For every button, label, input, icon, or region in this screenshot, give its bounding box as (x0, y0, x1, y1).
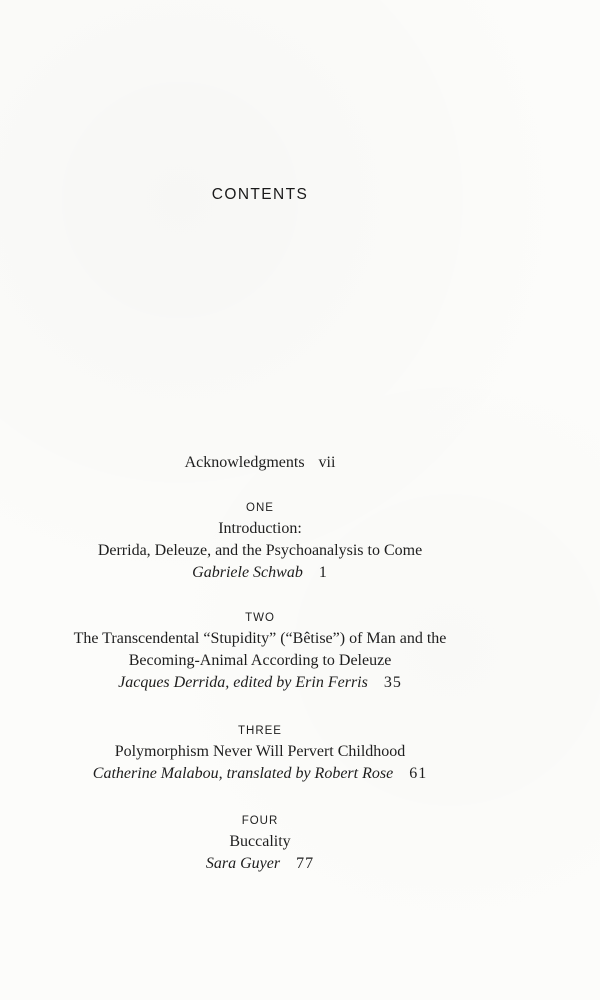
chapter-page-number: 1 (318, 564, 328, 581)
chapter-number: FOUR (241, 815, 279, 827)
toc-entry-one (0, 502, 520, 584)
chapter-author-line (0, 562, 520, 584)
chapter-author-line (0, 853, 520, 875)
contents-heading: CONTENTS (211, 186, 309, 203)
chapter-author: Sara Guyer (205, 855, 281, 872)
chapter-page-number: 35 (383, 674, 402, 691)
chapter-page-number: 77 (296, 855, 315, 872)
chapter-number: THREE (238, 725, 282, 737)
toc-entry-four (0, 815, 520, 875)
chapter-author: Catherine Malabou, translated by Robert Rose (92, 765, 394, 782)
chapter-author: Gabriele Schwab (192, 564, 303, 581)
chapter-title-line: Becoming-Animal According to Deleuze (128, 652, 392, 669)
chapter-author-line (0, 763, 520, 785)
chapter-title-line: Introduction: (218, 520, 302, 537)
chapter-number: ONE (246, 502, 274, 514)
acknowledgments-page-number: vii (318, 454, 336, 471)
chapter-author: Jacques Derrida, edited by Erin Ferris (118, 674, 368, 691)
toc-entry-three (0, 725, 520, 785)
chapter-title-line: Polymorphism Never Will Pervert Childhood (114, 743, 406, 760)
acknowledgments-entry (0, 454, 520, 472)
chapter-author-line (0, 672, 520, 694)
chapter-title-line: Buccality (229, 833, 291, 850)
chapter-page-number: 61 (409, 765, 428, 782)
acknowledgments-label: Acknowledgments (184, 454, 305, 471)
chapter-number: TWO (245, 612, 275, 624)
toc-entry-two (0, 612, 520, 694)
chapter-title-line: Derrida, Deleuze, and the Psychoanalysis to Come (97, 542, 423, 559)
chapter-title-line: The Transcendental “Stupidity” (“Bêtise”) of Man and the (73, 630, 447, 647)
